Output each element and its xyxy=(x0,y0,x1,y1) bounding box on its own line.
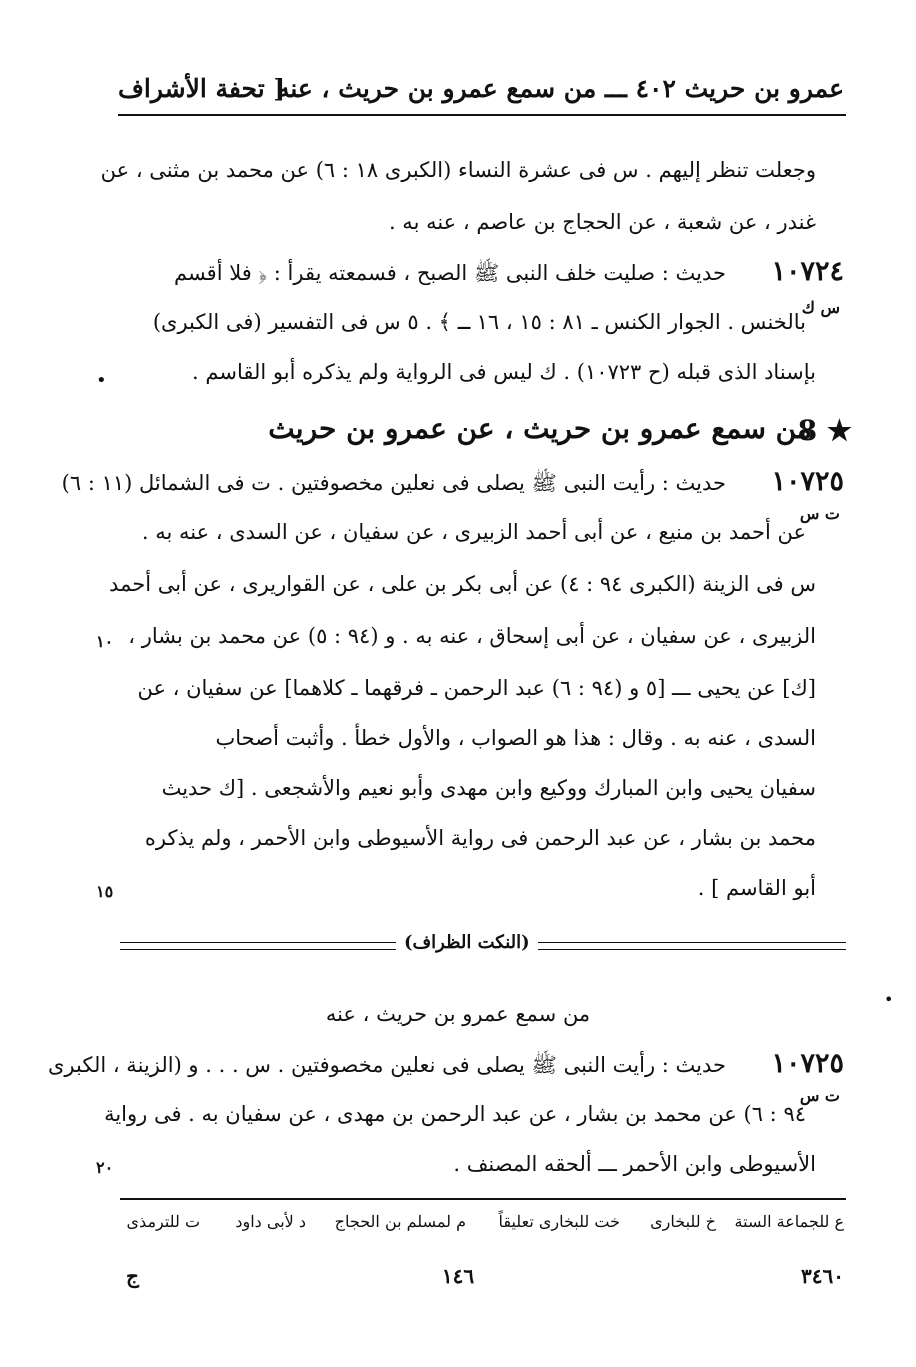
margin-mark-ts: ت س xyxy=(799,1086,840,1105)
body-line: غندر ، عن شعبة ، عن الحجاج بن عاصم ، عنه به . xyxy=(388,210,816,234)
body-line: الزبيرى ، عن سفيان ، عن أبى إسحاق ، عنه به . و (٩٤ : ٥) عن محمد بن بشار ، xyxy=(128,624,816,648)
page-number: ١٤٦ xyxy=(441,1264,475,1288)
nukat-line: ٩٤ : ٦) عن محمد بن بشار ، عن عبد الرحمن بن مهدى ، عن سفيان به . فى رواية xyxy=(104,1102,806,1126)
body-line: [ك] عن يحيى ـــ [٥ و (٩٤ : ٦) عبد الرحمن ـ فرقهما ـ كلاهما] عن سفيان ، عن xyxy=(137,676,816,700)
body-line: سفيان يحيى وابن المبارك ووكيع وابن مهدى وأبو نعيم والأشجعى . [ك حديث xyxy=(161,776,816,800)
legend-item: ع للجماعة الستة xyxy=(734,1212,844,1231)
body-line: بإسناد الذى قبله (ح ١٠٧٢٣) . ك ليس فى الرواية ولم يذكره أبو القاسم . xyxy=(192,360,816,384)
body-line: حديث : رأيت النبى ﷺ يصلى فى نعلين مخصوفتين . ت فى الشمائل (١١ : ٦) xyxy=(61,471,726,495)
header-rule xyxy=(118,114,846,116)
line-number-20: ٢٠ xyxy=(96,1158,114,1177)
nukat-heading: من سمع عمرو بن حريث ، عنه xyxy=(325,1002,591,1026)
footer-rule xyxy=(120,1198,846,1200)
legend-item: ت للترمذى xyxy=(126,1212,200,1231)
body-line: حديث : صليت خلف النبى ﷺ الصبح ، فسمعته يقرأ : ﴿ فلا أقسم xyxy=(173,261,726,285)
section-marker: 8 ★ xyxy=(797,414,852,447)
body-line: بالخنس . الجوار الكنس ـ ٨١ : ١٥ ، ١٦ ـ ﴾ . ٥ س فى التفسير (فى الكبرى) xyxy=(152,310,806,334)
body-line: عن أحمد بن منيع ، عن أبى أحمد الزبيرى ، عن سفيان ، عن السدى ، عنه به . xyxy=(141,520,806,544)
body-line: السدى ، عنه به . وقال : هذا هو الصواب ، والأول خطأ . وأثبت أصحاب xyxy=(215,726,816,750)
nukat-line: حديث : رأيت النبى ﷺ يصلى فى نعلين مخصوفتين . س . . . و (الزينة ، الكبرى xyxy=(47,1053,726,1077)
hadith-number: ١٠٧٢٥ xyxy=(771,1048,844,1079)
body-line: أبو القاسم ] . xyxy=(697,876,816,900)
margin-dot: • xyxy=(96,370,107,391)
footer-volume: ج xyxy=(126,1264,139,1288)
legend-item: د لأبى داود xyxy=(235,1212,306,1231)
legend-item: خت للبخارى تعليقاً xyxy=(498,1212,620,1231)
margin-dot: • xyxy=(884,990,894,1009)
line-number-10: ١٠ xyxy=(96,632,114,651)
hadith-number: ١٠٧٢٥ xyxy=(771,466,844,497)
legend-item: خ للبخارى xyxy=(650,1212,716,1231)
margin-mark-ts: ت س xyxy=(799,504,840,523)
running-header-title: عمرو بن حريث ٤٠٢ ـــ من سمع عمرو بن حريث ، عنه xyxy=(276,74,844,103)
body-line: وجعلت تنظر إليهم . س فى عشرة النساء (الكبرى ١٨ : ٦) عن محمد بن مثنى ، عن xyxy=(100,158,816,182)
line-number-15: ١٥ xyxy=(96,882,114,901)
legend-item: م لمسلم بن الحجاج xyxy=(334,1212,466,1231)
hadith-number: ١٠٧٢٤ xyxy=(771,256,844,287)
section-heading: من سمع عمرو بن حريث ، عن عمرو بن حريث xyxy=(268,412,812,445)
footer-code: ٣٤٦٠ xyxy=(801,1264,844,1288)
nukat-line: الأسيوطى وابن الأحمر ـــ ألحقه المصنف . xyxy=(453,1152,816,1176)
body-line: محمد بن بشار ، عن عبد الرحمن فى رواية الأسيوطى وابن الأحمر ، ولم يذكره xyxy=(144,826,816,850)
body-line: س فى الزينة (الكبرى ٩٤ : ٤) عن أبى بكر بن على ، عن القواريرى ، عن أبى أحمد xyxy=(109,572,816,596)
running-header-book: [ تحفة الأشراف xyxy=(118,74,286,103)
margin-mark-sk: س ك xyxy=(801,298,840,317)
nukat-title: (النكت الظراف) xyxy=(396,932,538,953)
